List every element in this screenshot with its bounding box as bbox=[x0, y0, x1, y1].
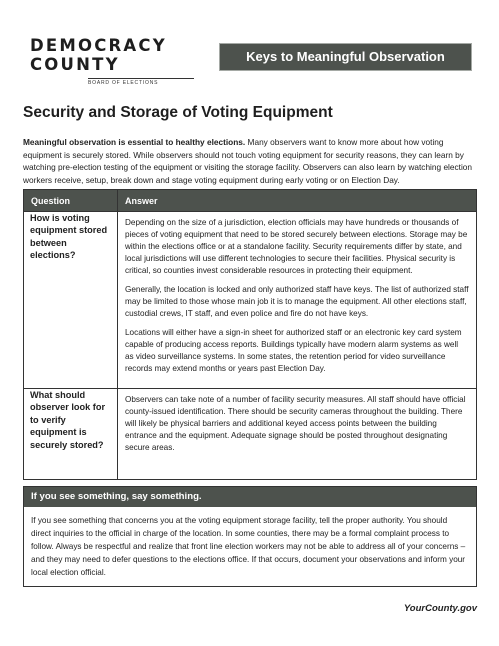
intro-paragraph bbox=[23, 136, 476, 186]
answer-paragraph: Generally, the location is locked and only authorized staff have keys. The list of authorized staff may be limited to those whose main job it is to manage the equipment. All other elections staff, custodial crews, IT staff, and even police and fire do not have keys. bbox=[125, 285, 469, 318]
logo-divider bbox=[88, 78, 194, 79]
logo-line-democracy: DEMOCRACY bbox=[30, 36, 167, 55]
see-something-title: If you see something, say something. bbox=[24, 487, 476, 507]
table-row bbox=[24, 212, 477, 389]
question-cell: How is voting equipment stored between elections? bbox=[24, 212, 118, 389]
answer-paragraph: Observers can take note of a number of facility security measures. All staff should have official county-issued identification. There should be security cameras throughout the building. There will likely be physical barriers and additional keyed access points between the building entrance and the equipment. Adequate signage should be posted throughout designating secure areas. bbox=[125, 395, 466, 452]
see-something-box bbox=[23, 486, 477, 587]
answer-cell bbox=[118, 389, 477, 480]
intro-lead: Meaningful observation is essential to healthy elections. bbox=[23, 137, 246, 147]
header-banner: Keys to Meaningful Observation bbox=[219, 43, 472, 71]
logo-line-county: COUNTY bbox=[30, 55, 120, 74]
table-header-row bbox=[24, 190, 477, 212]
answer-cell bbox=[118, 212, 477, 389]
page-title: Security and Storage of Voting Equipment bbox=[23, 104, 333, 121]
see-something-body: If you see something that concerns you at the voting equipment storage facility, tell the proper authority. You should direct inquiries to the official in charge of the location. In some counties, there may be a formal complaint process to follow. Always be respectful and realize that front line election workers may not be able to address all of your concerns – and they may need to defer questions to the elections office. If that occurs, document your observations and inform your local election official. bbox=[31, 516, 466, 578]
answer-paragraph: Locations will either have a sign-in sheet for authorized staff or an electronic key card system capable of producing access reports. Buildings typically have modern alarm systems as well as video surveillance systems. In some states, the retention period for video surveillance records may extend months or years past Election Day. bbox=[125, 328, 462, 373]
table-row bbox=[24, 389, 477, 480]
logo-subtitle: BOARD OF ELECTIONS bbox=[88, 80, 159, 86]
footer-website: YourCounty.gov bbox=[403, 603, 477, 614]
question-cell: What should observer look for to verify equipment is securely stored? bbox=[24, 389, 118, 480]
county-logo bbox=[30, 36, 167, 86]
qa-table bbox=[23, 189, 477, 480]
intro-body: Many observers want to know more about how voting equipment is securely stored. While observers should not touch voting equipment for security reasons, they can learn by watching pre-election testing of the equipment or visiting the storage facility. Observers can also learn by watching election workers receive, setup, break down and stage voting equipment during early voting or on Election Day. bbox=[23, 137, 473, 185]
column-header-answer: Answer bbox=[118, 190, 477, 212]
column-header-question: Question bbox=[24, 190, 118, 212]
answer-paragraph: Depending on the size of a jurisdiction, election officials may have hundreds or thousands of pieces of voting equipment that need to be stored securely between elections. Storage may be within the elections office or at a standalone facility. Security requirements differ by state, and local jurisdictions will use different technologies to secure their facilities. Physical security is critical, so counties invest considerable resources in protecting their equipment. bbox=[125, 218, 468, 275]
